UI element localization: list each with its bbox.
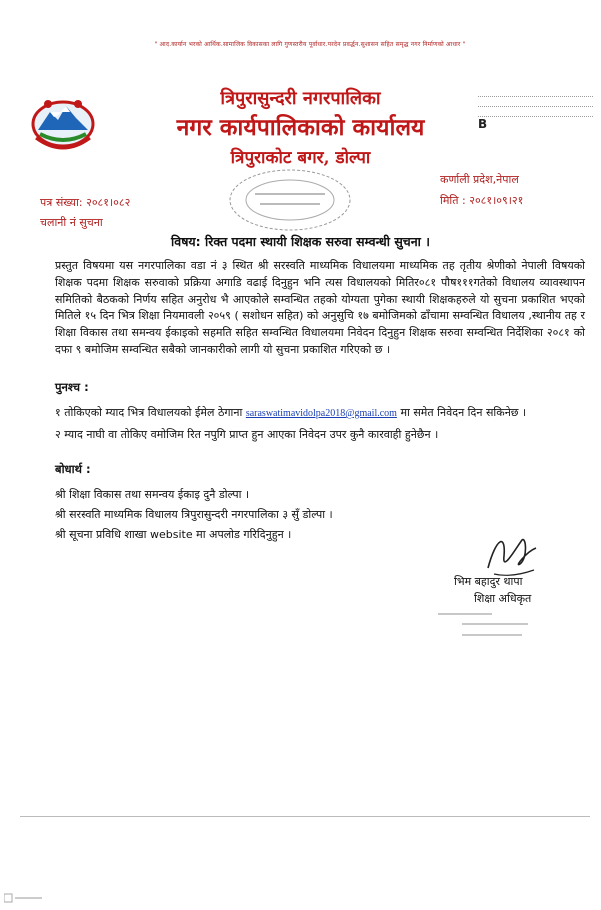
postscript-item-1-tail: मा समेत निवेदन दिन सकिनेछ ।: [396, 406, 527, 419]
postscript-title: पुनश्च :: [55, 380, 89, 394]
body-paragraph: प्रस्तुत विषयमा यस नगरपालिका वडा नं ३ स्थित श्री सरस्वति माध्यमिक विधालयमा माध्यमिक तह तृतीय श्रेणीको नेपाली विषयको शिक्षक पदमा शिक्षक सरुवाको प्रक्रिया अगाडि वढाई दिनुहुन भनि त्यस विधालयको मितिर०८१ पौष१११गतेको विधालय व्यावस्थापन समितिको बैठकको निर्णय सहित अनुरोध भै आएकोले सम्वन्धित तहको योग्यता पुगेका स्थायी शिक्षकहरुले यो सुचना प्रकाशित भएको मितिले १५ दिन भित्र शिक्षा नियमावली २०५९ ( सशोधन सहित) को अनुसुचि १७ बमोजिमको ढाँचामा सम्वन्धित विधालय ,स्थानीय तह र शिक्षा विकास तथा समन्वय ईकाइको सहमति सहित सम्वन्धित विधालयमा निवेदन दिनुहुन शिक्षक सरुवा सम्वन्धित निर्देशिका २०८१ को दफा ९ बमोजिम सम्वन्धित सबैको जानकारीको लागी यो सुचना प्रकाशित गरिएको छ ।: [55, 259, 585, 356]
contact-line: [478, 89, 593, 97]
office-address: त्रिपुराकोट बगर, डोल्पा: [230, 148, 371, 168]
cc-item: श्री सूचना प्रविधि शाखा website मा अपलोड गरिदिनुहुन ।: [55, 528, 292, 541]
contact-mark: B: [478, 117, 488, 131]
signatory-stamp: [432, 606, 542, 642]
school-email-link[interactable]: saraswatimavidolpa2018@gmail.com: [245, 408, 397, 419]
letter-date: मिति : २०८१।०९।२१: [440, 194, 524, 207]
contact-line: [478, 99, 593, 107]
contact-block: [478, 89, 593, 131]
signatory-title: शिक्षा अधिकृत: [474, 592, 532, 605]
postscript-item-1-text: १ तोकिएको म्याद भित्र विधालयको ईमेल ठेगाना: [55, 406, 246, 419]
cc-item: श्री शिक्षा विकास तथा समन्वय ईकाइ दुनै डोल्पा ।: [55, 488, 250, 501]
province-label: कर्णाली प्रदेश,नेपाल: [440, 173, 519, 186]
postscript-item-1: [55, 405, 526, 420]
office-stamp: [215, 164, 365, 236]
office-name: नगर कार्यपालिकाको कार्यालय: [176, 114, 425, 141]
cc-item: श्री सरस्वति माध्यमिक विधालय त्रिपुरासुन्दरी नगरपालिका ३ सुँ डोल्पा ।: [55, 508, 333, 521]
postscript-item-2: २ म्याद नाघी वा तोकिए वमोजिम रित नपुगि प्राप्त हुन आएका निवेदन उपर कुनै कारवाही हुनेछैन ।: [55, 428, 439, 441]
cc-title: बोधार्थ :: [55, 462, 91, 476]
contact-line: [478, 109, 593, 117]
reference-number: पत्र संख्या: २०८१।०८२: [40, 196, 131, 209]
municipality-name: त्रिपुरासुन्दरी नगरपालिका: [220, 88, 381, 109]
dispatch-number: चलानी नं सुचना: [40, 216, 103, 229]
signatory-name: भिम बहादुर थापा: [454, 575, 523, 588]
scanner-watermark-icon: [4, 893, 44, 903]
footer-divider: [20, 816, 590, 817]
subject-line: विषय: रिक्त पदमा स्थायी शिक्षक सरुवा सम्वन्धी सुचना ।: [171, 234, 430, 249]
slogan-banner: " आद.कार्यान भरको आर्थिक.सामाजिक विकासका लागि गुणस्तरीय पूर्वाधार.परदेन प्रवर्द्धन.सुशासन सहित समृद्ध नगर निर्माणको आधार ": [154, 41, 466, 48]
